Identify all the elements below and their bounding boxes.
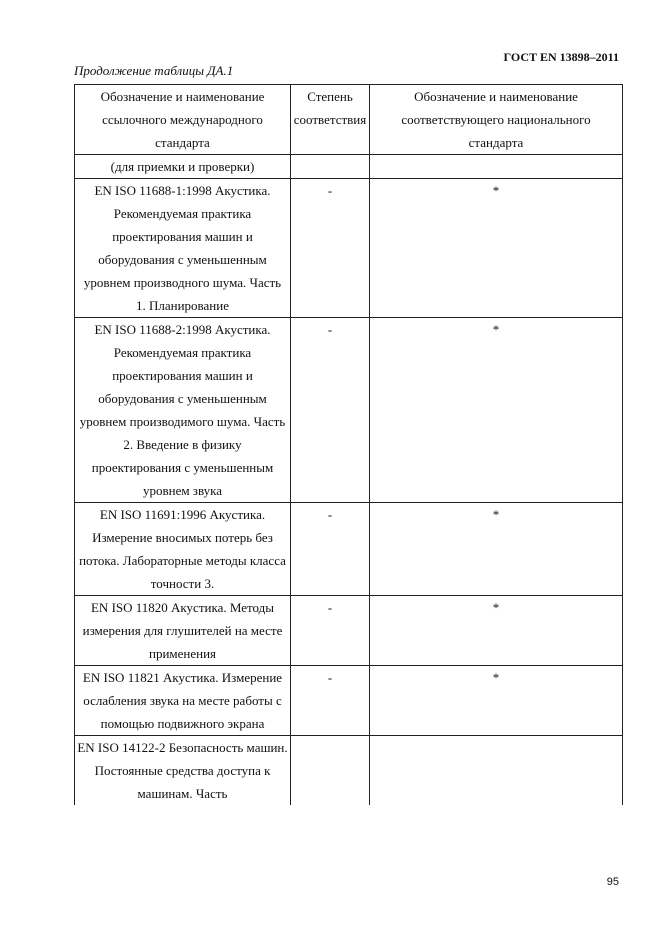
reference-standards-table: [74, 84, 623, 805]
cell-degree: -: [291, 318, 370, 503]
table-row: [75, 666, 623, 736]
table-row: [75, 155, 623, 179]
cell-national: *: [370, 318, 623, 503]
cell-national: *: [370, 179, 623, 318]
cell-standard-name: EN ISO 14122-2 Безопасность машин. Постоянные средства доступа к машинам. Часть: [75, 736, 291, 806]
page-number: 95: [606, 876, 619, 888]
cell-national: *: [370, 666, 623, 736]
document-code: ГОСТ EN 13898–2011: [503, 50, 619, 64]
cell-national: *: [370, 596, 623, 666]
cell-degree: [291, 736, 370, 806]
column-header-international: Обозначение и наименование ссылочного международного стандарта: [75, 85, 291, 155]
column-header-national: Обозначение и наименование соответствующего национального стандарта: [370, 85, 623, 155]
table-row: [75, 503, 623, 596]
cell-degree: [291, 155, 370, 179]
cell-national: [370, 155, 623, 179]
cell-national: *: [370, 503, 623, 596]
table-continuation-caption: Продолжение таблицы ДА.1: [74, 63, 234, 78]
table-row: [75, 596, 623, 666]
cell-standard-name: EN ISO 11688-2:1998 Акустика. Рекомендуемая практика проектирования машин и оборудования с уменьшенным уровнем производимого шума. Часть 2. Введение в физику проектирования с уменьшенным уровнем звука: [75, 318, 291, 503]
table-header-row: [75, 85, 623, 155]
cell-degree: -: [291, 666, 370, 736]
cell-standard-name: EN ISO 11820 Акустика. Методы измерения для глушителей на месте применения: [75, 596, 291, 666]
table-row: [75, 318, 623, 503]
cell-standard-name: EN ISO 11688-1:1998 Акустика. Рекомендуемая практика проектирования машин и оборудования с уменьшенным уровнем производного шума. Часть 1. Планирование: [75, 179, 291, 318]
cell-standard-name: (для приемки и проверки): [75, 155, 291, 179]
cell-standard-name: EN ISO 11821 Акустика. Измерение ослабления звука на месте работы с помощью подвижного экрана: [75, 666, 291, 736]
cell-degree: -: [291, 503, 370, 596]
cell-degree: -: [291, 179, 370, 318]
column-header-degree: Степень соответствия: [291, 85, 370, 155]
cell-degree: -: [291, 596, 370, 666]
table-row: [75, 736, 623, 806]
cell-national: [370, 736, 623, 806]
table-row: [75, 179, 623, 318]
cell-standard-name: EN ISO 11691:1996 Акустика. Измерение вносимых потерь без потока. Лабораторные методы класса точности 3.: [75, 503, 291, 596]
